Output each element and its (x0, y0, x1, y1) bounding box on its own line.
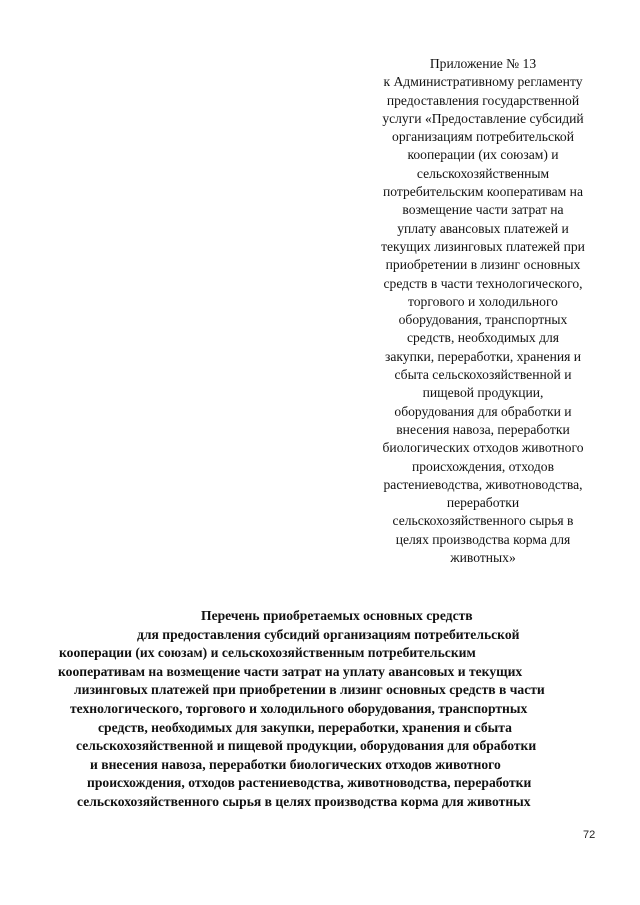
appendix-line: кооперации (их союзам) и (407, 147, 559, 163)
title-line: технологического, торгового и холодильного оборудования, транспортных (70, 700, 528, 716)
appendix-line: торгового и холодильного (408, 293, 558, 309)
appendix-line: к Административному регламенту (383, 74, 583, 90)
appendix-line: сельскохозяйственного сырья в (392, 513, 574, 529)
title-line: лизинговых платежей при приобретении в лизинг основных средств в части (74, 682, 545, 698)
appendix-line: возмещение части затрат на (402, 202, 564, 218)
appendix-line: внесения навоза, переработки (396, 421, 570, 437)
appendix-line: биологических отходов животного (382, 440, 584, 456)
appendix-line: потребительским кооперативам на (383, 184, 583, 200)
title-line: происхождения, отходов растениеводства, животноводства, переработки (87, 775, 532, 791)
appendix-line: средств в части технологического, (383, 275, 583, 291)
appendix-reference-block (358, 55, 608, 567)
appendix-line: целях производства корма для (395, 531, 571, 547)
title-line: кооперации (их союзам) и сельскохозяйственным потребительским (59, 645, 476, 661)
appendix-line: сбыта сельскохозяйственной и (394, 367, 572, 383)
appendix-line: услуги «Предоставление субсидий (382, 110, 584, 126)
title-line: Перечень приобретаемых основных средств (201, 608, 473, 623)
appendix-line: уплату авансовых платежей и (397, 220, 569, 236)
appendix-line: растениеводства, животноводства, (383, 476, 583, 492)
title-line: и внесения навоза, переработки биологических отходов животного (90, 756, 501, 772)
title-line: для предоставления субсидий организациям потребительской (137, 626, 520, 642)
appendix-line: пищевой продукции, (422, 385, 544, 401)
appendix-line: средств, необходимых для (406, 330, 560, 346)
page-number: 72 (583, 829, 596, 841)
title-line: кооперативам на возмещение части затрат на уплату авансовых и текущих (58, 663, 523, 679)
appendix-line: оборудования, транспортных (398, 312, 568, 328)
appendix-line: приобретении в лизинг основных (385, 257, 581, 273)
appendix-line: организациям потребительской (392, 129, 574, 145)
appendix-line: сельскохозяйственным (416, 165, 550, 181)
appendix-line: происхождения, отходов (411, 458, 555, 474)
appendix-line: текущих лизинговых платежей при (381, 238, 585, 254)
appendix-line: переработки (446, 495, 520, 511)
appendix-line: животных» (450, 550, 516, 566)
appendix-line: предоставления государственной (386, 92, 580, 108)
title-line: средств, необходимых для закупки, переработки, хранения и сбыта (98, 719, 512, 735)
appendix-line: оборудования для обработки и (394, 403, 572, 419)
title-line: сельскохозяйственного сырья в целях производства корма для животных (77, 793, 531, 809)
title-line: сельскохозяйственной и пищевой продукции, оборудования для обработки (76, 738, 537, 754)
appendix-line: закупки, переработки, хранения и (384, 348, 582, 364)
document-title (55, 607, 615, 812)
appendix-line: Приложение № 13 (429, 56, 537, 71)
